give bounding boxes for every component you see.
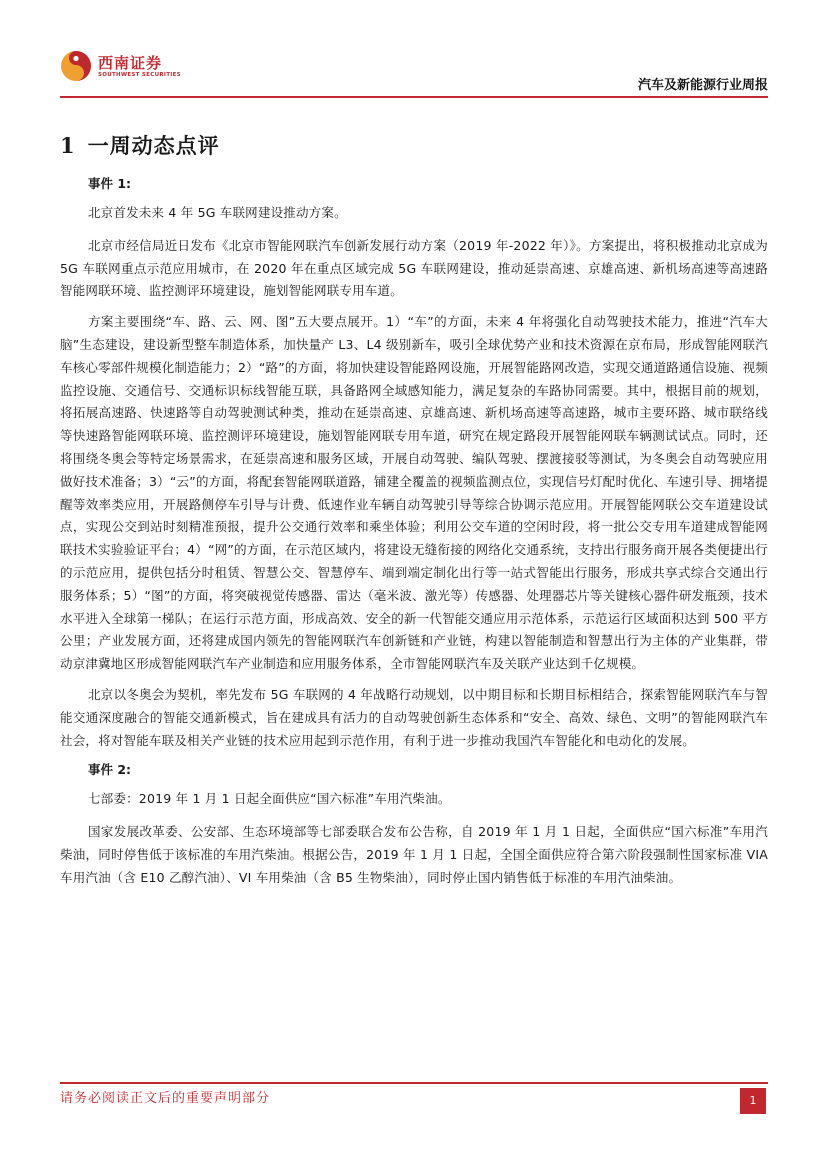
main-content <box>60 130 768 898</box>
section-title-text: 一周动态点评 <box>87 133 220 158</box>
report-title: 汽车及新能源行业周报 <box>637 78 768 93</box>
event-1-headline: 北京首发未来 4 年 5G 车联网建设推动方案。 <box>88 205 347 220</box>
logo-mark-icon <box>60 50 92 82</box>
event-2-headline: 七部委：2019 年 1 月 1 日起全面供应“国六标准”车用汽柴油。 <box>88 791 451 807</box>
logo-chinese-name: 西南证券 <box>98 54 163 72</box>
section-title <box>60 130 768 160</box>
header-divider <box>60 96 768 98</box>
page-header <box>60 48 768 96</box>
logo-english-name: SOUTHWEST SECURITIES <box>98 72 181 78</box>
event-1-paragraph: 北京市经信局近日发布《北京市智能网联汽车创新发展行动方案（2019 年-2022 年）》。方案提出，将积极推动北京成为 5G 车联网重点示范应用城市，在 2020 年在重点区域完成 5G 车联网建设，推动延崇高速、京雄高速、新机场高速等高速路智能网联环境、监控测评环境建设，施划智能网联专用车道。 <box>60 237 768 299</box>
company-logo <box>60 48 210 88</box>
footer-divider <box>60 1082 768 1084</box>
footer-disclaimer: 请务必阅读正文后的重要声明部分 <box>60 1091 271 1106</box>
event-1-paragraph: 北京以冬奥会为契机，率先发布 5G 车联网的 4 年战略行动规划，以中期目标和长期目标相结合，探索智能网联汽车与智能交通深度融合的智能交通新模式，旨在建成具有活力的自动驾驶创新生态体系和“安全、高效、绿色、文明”的智能网联汽车社会，将对智能车联及相关产业链的技术应用起到示范作用，有利于进一步推动我国汽车智能化和电动化的发展。 <box>60 686 768 748</box>
event-1-label: 事件 1: <box>88 176 132 191</box>
event-2-label: 事件 2: <box>88 762 132 778</box>
section-number: 1 <box>60 133 76 158</box>
event-2-paragraph: 国家发展改革委、公安部、生态环境部等七部委联合发布公告称，自 2019 年 1 月 1 日起，全面供应“国六标准”车用汽柴油，同时停售低于该标准的车用汽柴油。根据公告，2019 年 1 月 1 日起，全国全面供应符合第六阶段强制性国家标准 VIA 车用汽油（含 E10 乙醇汽油）、VI 车用柴油（含 B5 生物柴油），同时停止国内销售低于标准的车用汽油柴油。 <box>60 824 768 885</box>
page-number: 1 <box>740 1088 766 1114</box>
event-1-paragraph: 方案主要围绕“车、路、云、网、图”五大要点展开。1）“车”的方面，未来 4 年将强化自动驾驶技术能力，推进“汽车大脑”生态建设，建设新型整车制造体系，加快量产 L3、L4 级别新车，吸引全球优势产业和技术资源在京布局，形成智能网联汽车核心零部件规模化制造能力；2）“路”的方面，将加快建设智能路网设施，开展智能路网改造，实现交通道路通信设施、视频监控设施、交通信号、交通标识标线智能互联，具备路网全域感知能力，满足复杂的车路协同需要。其中，根据目前的规划，将拓展高速路、快速路等自动驾驶测试种类，推动在延崇高速、京雄高速、新机场高速等高速路，城市主要环路、城市联络线等快速路智能网联环境、监控测评环境建设，施划智能网联专用车道，研究在规定路段开展智能网联车辆测试试点。同时，还将围绕冬奥会等特定场景需求，在延崇高速和服务区域，开展自动驾驶、编队驾驶、摆渡接驳等测试，为冬奥会自动驾驶应用做好技术准备；3）“云”的方面，将配套智能网联道路，铺建全覆盖的视频监测点位，实现信号灯配时优化、车速引导、拥堵提醒等效率类应用，开展路侧停车引导与计费、低速作业车辆自动驾驶引导等综合协调示范应用。开展智能网联公交车道建设试点，实现公交到站时刻精准预报，提升公交通行效率和乘坐体验；利用公交车道的空闲时段，将一批公交专用车道建成智能网联技术实验验证平台；4）“网”的方面，在示范区域内，将建设无缝衔接的网络化交通系统，支持出行服务商开展各类便捷出行的示范应用，提供包括分时租赁、智慧公交、智慧停车、端到端定制化出行等一站式智能出行服务，形成共享式综合交通出行服务体系；5）“图”的方面，将突破视觉传感器、雷达（毫米波、激光等）传感器、处理器芯片等关键核心器件研发瓶颈，技术水平进入全球第一梯队；在运行示范方面，形成高效、安全的新一代智能交通应用示范体系，示范运行区域面积达到 500 平方公里；产业发展方面，还将建成国内领先的智能网联汽车创新链和产业链，构建以智能制造和智慧出行为主体的产业集群，带动京津冀地区形成智能网联汽车产业制造和应用服务体系，全市智能网联汽车及关联产业达到千亿规模。 <box>60 314 768 672</box>
